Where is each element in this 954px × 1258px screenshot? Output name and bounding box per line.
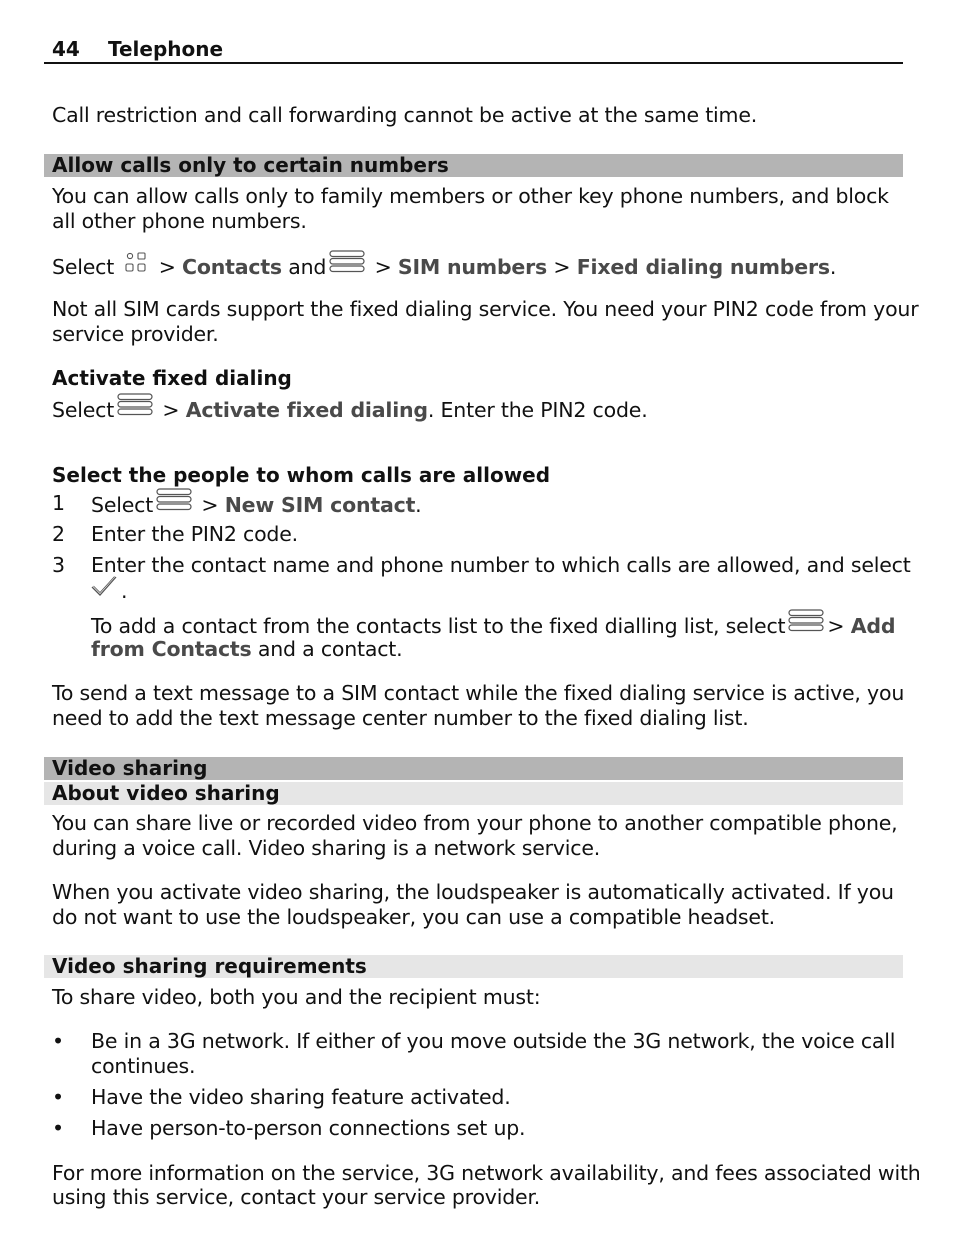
activate-fixed-dialing-command: Activate fixed dialing [185, 398, 428, 422]
period: . [829, 255, 837, 279]
menu-icon [116, 392, 154, 426]
activate-tail: . Enter the PIN2 code. [427, 398, 648, 422]
allow-para3-line2: need to add the text message center number to the fixed dialing list. [52, 706, 749, 730]
gt: > [162, 398, 180, 422]
fixed-dialing-numbers-command: Fixed dialing numbers [576, 255, 830, 279]
about-p2-line1: When you activate video sharing, the loudspeaker is automatically activated. If you [52, 880, 894, 904]
step-2: Enter the PIN2 code. [91, 522, 298, 546]
activate-line [52, 396, 902, 426]
step-3-number: 3 [52, 553, 66, 577]
contacts-command: Contacts [182, 255, 282, 279]
bullet-1-line2: continues. [91, 1054, 196, 1078]
step-1-number: 1 [52, 491, 66, 515]
step-3-line2 [91, 578, 901, 606]
page-header [44, 36, 903, 64]
checkmark-icon [89, 574, 119, 606]
add-note-tail: and a contact. [257, 637, 403, 661]
allow-para1-line1: You can allow calls only to family members or other key phone numbers, and block [52, 184, 889, 208]
allow-para1-line2: all other phone numbers. [52, 209, 307, 233]
bullet-3: Have person-to-person connections set up. [91, 1116, 526, 1140]
add-note-text: To add a contact from the contacts list to the fixed dialling list, select [91, 614, 786, 638]
new-sim-contact-command: New SIM contact [224, 493, 416, 517]
gt: > [201, 493, 219, 517]
footer-line1: For more information on the service, 3G network availability, and fees associated with [52, 1161, 921, 1185]
subsection-heading-video-sharing-requirements [44, 955, 903, 978]
bullet-1-mark: • [52, 1029, 65, 1053]
from-contacts-command: from Contacts [91, 637, 252, 661]
step-2-number: 2 [52, 522, 66, 546]
req-intro: To share video, both you and the recipient must: [52, 985, 541, 1009]
select-word: Select [52, 398, 115, 422]
select-people-heading: Select the people to whom calls are allowed [52, 463, 551, 487]
subsection-heading-text: Video sharing requirements [52, 954, 367, 978]
section-heading-video-sharing [44, 757, 903, 780]
gt-3: > [553, 255, 571, 279]
select-word: Select [52, 255, 115, 279]
sim-numbers-command: SIM numbers [397, 255, 548, 279]
section-heading-text: Video sharing [52, 756, 208, 780]
section-heading-allow-calls [44, 154, 903, 177]
allow-para2-line1: Not all SIM cards support the fixed dialing service. You need your PIN2 code from your [52, 297, 919, 321]
chapter-title: Telephone [108, 37, 224, 61]
activate-fixed-dialing-heading: Activate fixed dialing [52, 366, 292, 390]
bullet-1-line1: Be in a 3G network. If either of you move outside the 3G network, the voice call [91, 1029, 896, 1053]
gt-1: > [158, 255, 176, 279]
section-heading-text: Allow calls only to certain numbers [52, 153, 449, 177]
step-1-post: . [415, 493, 422, 517]
menu-icon [155, 487, 193, 521]
gt: > [827, 614, 845, 638]
footer-line2: using this service, contact your service provider. [52, 1185, 541, 1209]
subsection-heading-about-video-sharing [44, 782, 903, 805]
about-p1-line1: You can share live or recorded video from your phone to another compatible phone, [52, 811, 898, 835]
gt-2: > [374, 255, 392, 279]
step-1-select: Select [91, 493, 154, 517]
allow-para2-line2: service provider. [52, 322, 219, 346]
step-3-tail: . [121, 579, 128, 603]
step-3-line1: Enter the contact name and phone number to which calls are allowed, and select [91, 553, 911, 577]
bullet-2-mark: • [52, 1085, 65, 1109]
bullet-2: Have the video sharing feature activated. [91, 1085, 511, 1109]
select-path-line [52, 253, 902, 283]
menu-icon [328, 249, 366, 283]
page-number: 44 [52, 37, 80, 61]
allow-para3-line1: To send a text message to a SIM contact while the fixed dialing service is active, you [52, 681, 905, 705]
step-1 [91, 491, 901, 521]
add-note-line2 [91, 637, 901, 662]
subsection-heading-text: About video sharing [52, 781, 280, 805]
add-command: Add [850, 614, 896, 638]
about-p2-line2: do not want to use the loudspeaker, you can use a compatible headset. [52, 905, 775, 929]
bullet-3-mark: • [52, 1116, 65, 1140]
about-p1-line2: during a voice call. Video sharing is a network service. [52, 836, 601, 860]
and-word: and [288, 255, 327, 279]
intro-text: Call restriction and call forwarding cannot be active at the same time. [52, 103, 758, 127]
apps-grid-icon [122, 250, 150, 282]
